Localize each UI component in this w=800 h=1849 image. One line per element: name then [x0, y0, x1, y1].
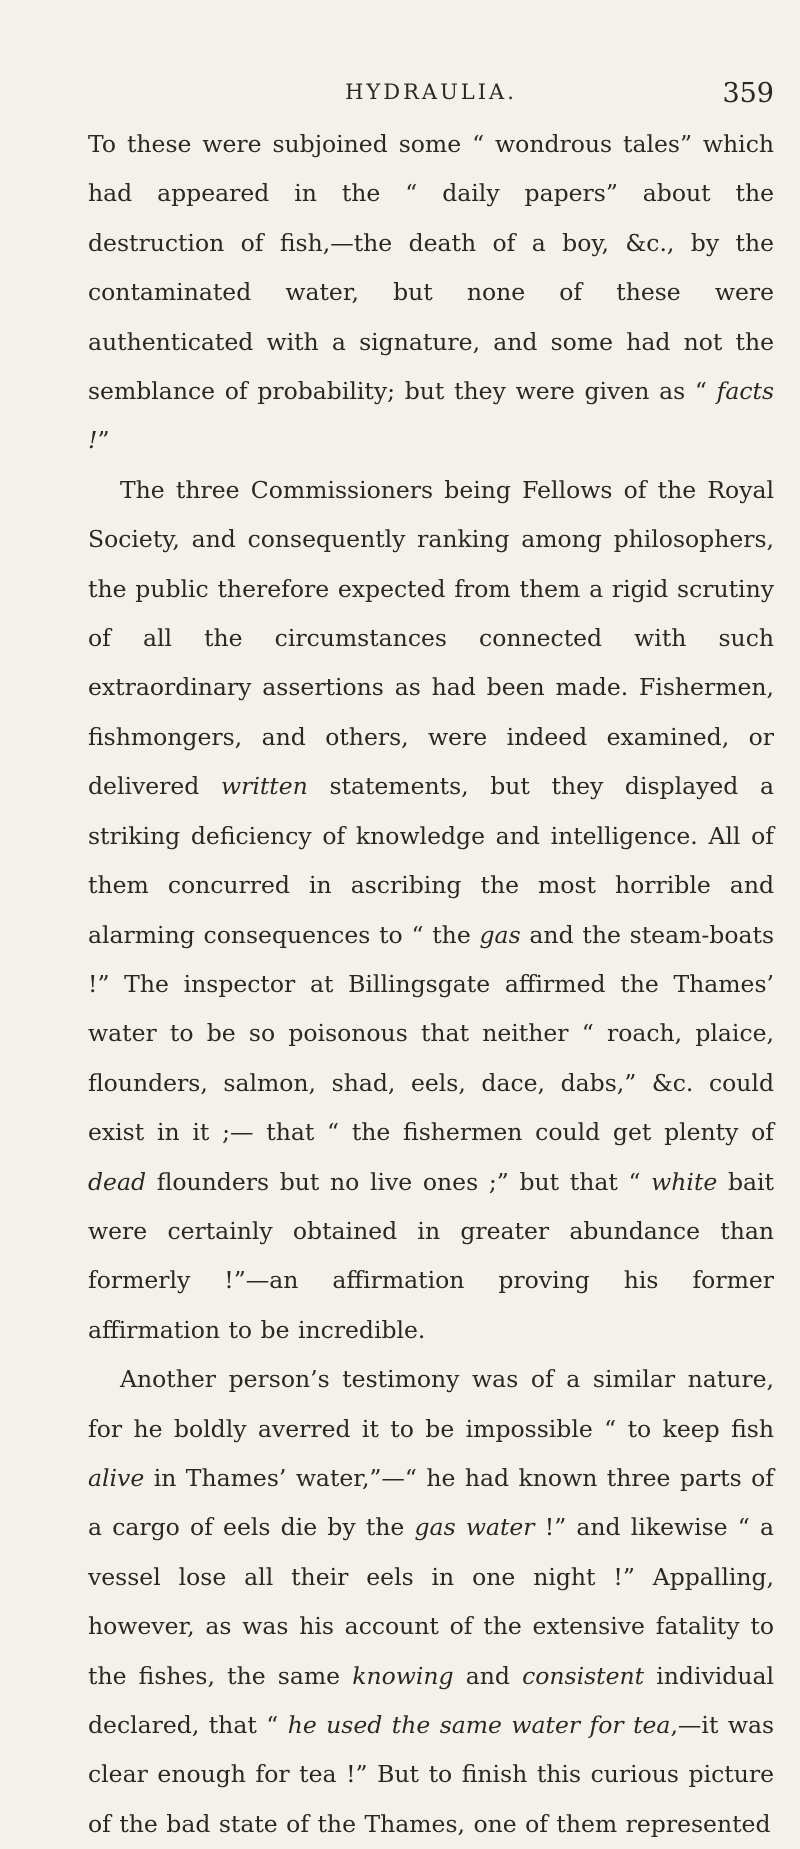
page-header — [88, 80, 774, 120]
italic-text: gas water — [414, 1513, 535, 1542]
text-run: and the steam-boats !” The inspector at Billingsgate affirmed the Thames’ water to be so poisonous that neither “ roach, plaice, flounders, salmon, shad, eels, dace, dabs,” &c. could exist in it ;— that “ the fishermen could get plenty of — [88, 920, 775, 1147]
italic-text: written — [221, 772, 308, 801]
text-run: individual declared, that “ — [88, 1661, 774, 1739]
paragraph — [88, 120, 774, 466]
body-text — [88, 120, 774, 1849]
text-run: The three Commissioners being Fellows of the Royal Society, and consequently ranking among philosophers, the public therefore expected from them a rigid scrutiny of all the circumstances connected with such extraordinary assertions as had been made. Fishermen, fishmongers, and others, were indeed examined, or delivered — [88, 475, 774, 801]
paragraph — [88, 1355, 774, 1849]
text-run: Another person’s testimony was of a similar nature, for he boldly averred it to be impossible “ to keep fish — [88, 1365, 774, 1443]
page-number: 359 — [722, 78, 774, 109]
italic-text: alive — [88, 1463, 145, 1492]
italic-text: he used the same water for tea — [287, 1711, 671, 1739]
text-run: statements, but they displayed a striking deficiency of knowledge and intelligence. All of them concurred in ascribing the most horrible and alarming consequences to “ the — [88, 772, 774, 949]
running-title: HYDRAULIA. — [345, 80, 517, 104]
text-run: ,—it was clear enough for tea !” But to finish this curious picture of the bad state of the Thames, one of them represented — [88, 1711, 775, 1838]
paragraph — [88, 466, 774, 1355]
text-run: ” — [97, 426, 110, 455]
book-page — [88, 80, 774, 1849]
text-run: flounders but no live ones ;” but that “ — [146, 1167, 652, 1196]
text-run: To these were subjoined some “ wondrous tales” which had appeared in the “ daily papers” about the destruction of fish,—the death of a boy, &c., by the contaminated water, but none of these were authenticated with a signature, and some had not the semblance of probability; but they were given as “ — [88, 130, 774, 406]
italic-text: consistent — [522, 1661, 645, 1690]
italic-text: white — [651, 1167, 718, 1196]
italic-text: dead — [88, 1167, 147, 1196]
italic-text: gas — [479, 920, 521, 949]
italic-text: knowing — [352, 1661, 454, 1690]
text-run: !” and likewise “ a vessel lose all their eels in one night !” Appalling, however, as was his account of the extensive fatality to the fishes, the same — [88, 1513, 774, 1690]
text-run: bait were certainly obtained in greater abundance than formerly !”—an affirmation proving his former affirmation to be incredible. — [88, 1167, 774, 1344]
italic-text: facts ! — [88, 377, 774, 455]
text-run: in Thames’ water,”—“ he had known three parts of a cargo of eels die by the — [88, 1463, 774, 1542]
text-run: and — [453, 1661, 523, 1690]
